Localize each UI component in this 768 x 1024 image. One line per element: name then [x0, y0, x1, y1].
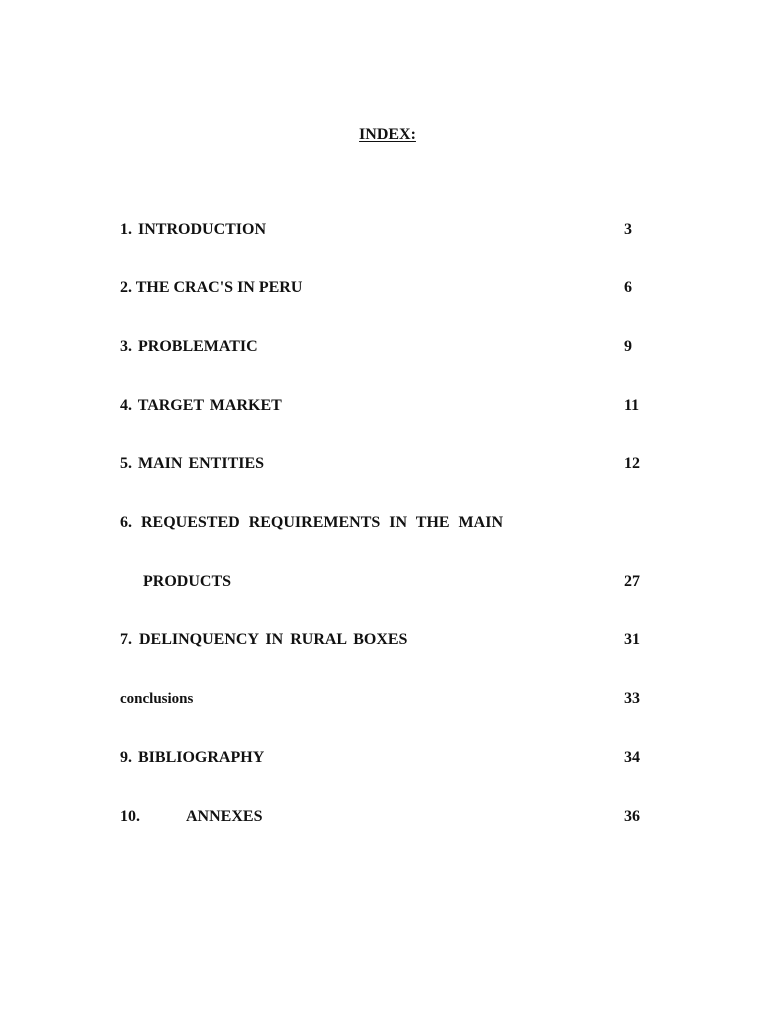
- index-entry-bibliography: [120, 747, 650, 769]
- entry-page-number: 3: [624, 221, 632, 238]
- index-entry-delinquency: [120, 629, 650, 651]
- entry-page-number: 33: [624, 690, 640, 707]
- index-entry-main-entities: [120, 453, 650, 475]
- index-entry-problematic: [120, 336, 650, 358]
- entry-number: 10.: [120, 808, 140, 825]
- entry-page-number: 6: [624, 279, 632, 296]
- index-entry-products-continuation: [120, 571, 650, 593]
- index-entry-introduction: [120, 219, 650, 241]
- entry-page-number: 27: [624, 573, 640, 590]
- entry-page-number: 11: [624, 397, 640, 414]
- entry-label: conclusions: [120, 691, 194, 707]
- entry-page-number: 31: [624, 631, 640, 648]
- entry-label: PRODUCTS: [143, 573, 232, 590]
- entry-page-number: 9: [624, 338, 632, 355]
- index-entry-requested-requirements: [120, 512, 650, 534]
- entry-page-number: 36: [624, 808, 640, 825]
- entry-label: 1. INTRODUCTION: [120, 221, 267, 238]
- index-entry-annexes: [120, 806, 650, 828]
- entry-label: 2. THE CRAC'S IN PERU: [120, 279, 303, 296]
- entry-label: 5. MAIN ENTITIES: [120, 455, 265, 472]
- entry-page-number: 34: [624, 749, 640, 766]
- entry-page-number: 12: [624, 455, 640, 472]
- entry-label: ANNEXES: [186, 808, 263, 825]
- entry-label: 4. TARGET MARKET: [120, 397, 282, 414]
- page-title: INDEX:: [359, 126, 416, 143]
- entry-label: 6. REQUESTED REQUIREMENTS IN THE MAIN: [120, 514, 503, 531]
- index-entry-conclusions: [120, 688, 650, 710]
- entry-label: 9. BIBLIOGRAPHY: [120, 749, 265, 766]
- entry-label: 3. PROBLEMATIC: [120, 338, 258, 355]
- index-entry-target-market: [120, 395, 650, 417]
- entry-label: 7. DELINQUENCY IN RURAL BOXES: [120, 631, 408, 648]
- index-entry-cracs-in-peru: [120, 277, 650, 299]
